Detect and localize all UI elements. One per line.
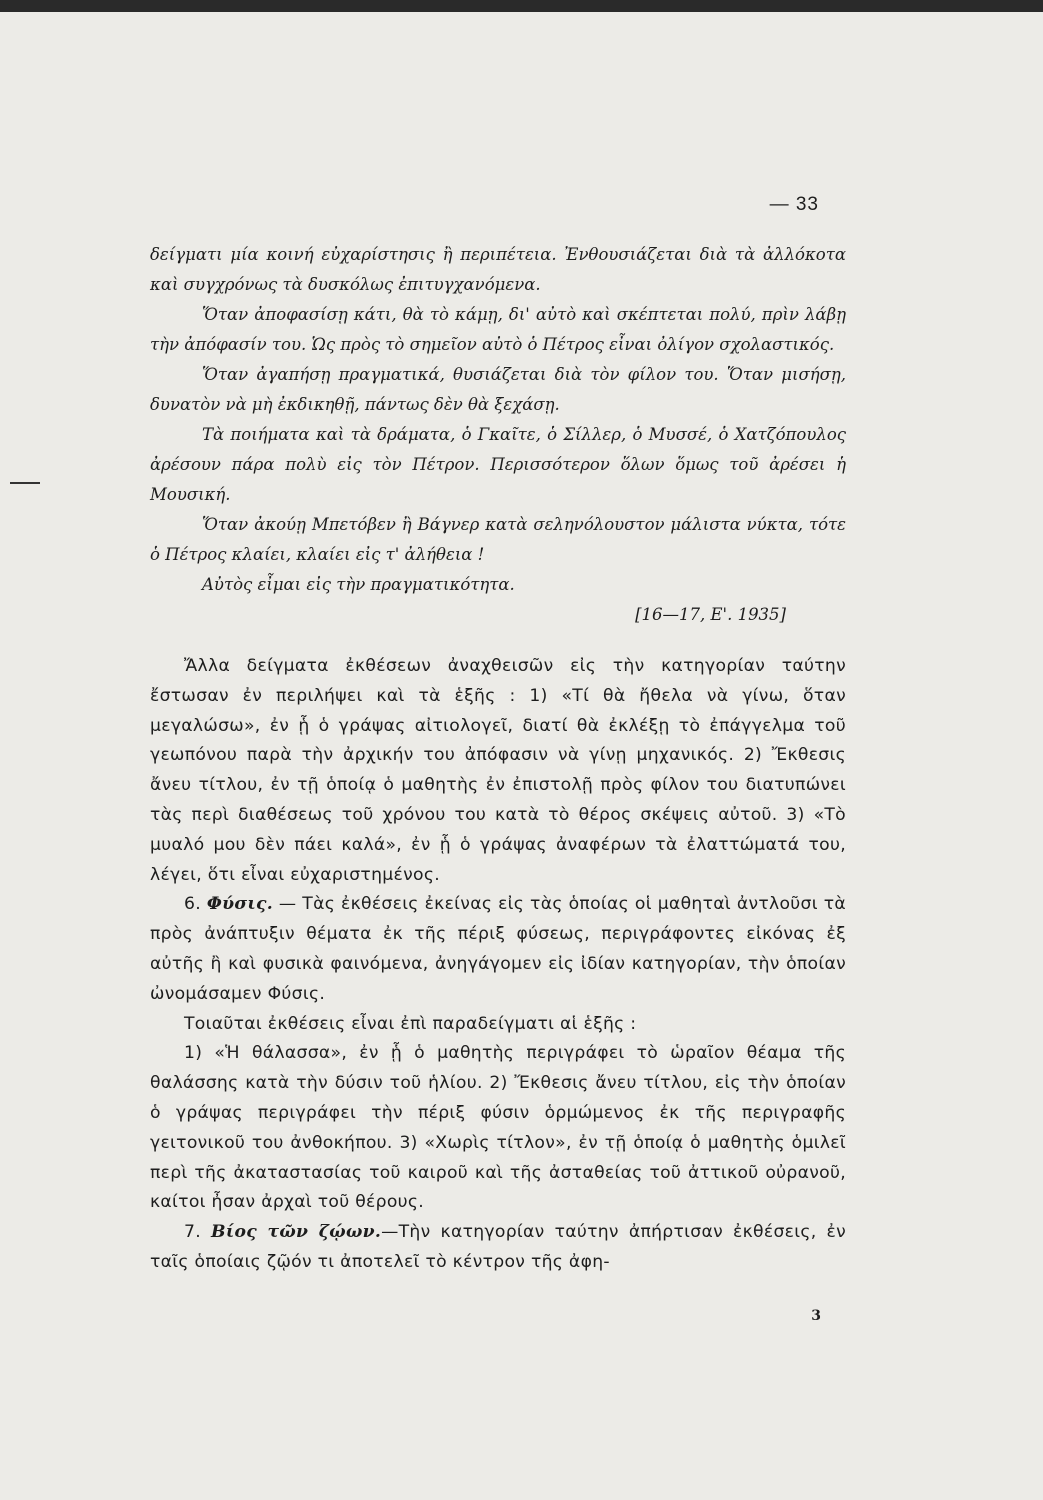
section-number: 6. bbox=[184, 894, 201, 915]
section-number: 7. bbox=[184, 1222, 201, 1243]
excerpt-citation: [16—17, Ε'. 1935] bbox=[635, 605, 786, 624]
excerpt-paragraph: Αὐτὸς εἶμαι εἰς τὴν πραγματικότητα. bbox=[202, 575, 515, 594]
quoted-essay-excerpt bbox=[150, 240, 846, 630]
section-text: —Τὴν κατηγορίαν ταύτην ἀπήρτισαν ἐκθέσεις, ἐν ταῖς ὁποίαις ζῷόν τι ἀποτελεῖ τὸ κέντρον τῆς ἀφη- bbox=[150, 1222, 846, 1272]
excerpt-paragraph: Ὅταν ἀποφασίσῃ κάτι, θὰ τὸ κάμῃ, δι' αὐτὸ καὶ σκέπτεται πολύ, πρὶν λάβῃ τὴν ἀπόφασίν του. Ὡς πρὸς τὸ σημεῖον αὐτὸ ὁ Πέτρος εἶναι ὀλίγον σχολαστικός. bbox=[150, 305, 846, 354]
body-paragraph: Τοιαῦται ἐκθέσεις εἶναι ἐπὶ παραδείγματι αἱ ἑξῆς : bbox=[184, 1013, 637, 1034]
body-paragraph: Ἄλλα δείγματα ἐκθέσεων ἀναχθεισῶν εἰς τὴν κατηγορίαν ταύτην ἔστωσαν ἐν περιλήψει καὶ τὰ ἑξῆς : 1) «Τί θὰ ἤθελα νὰ γίνω, ὅταν μεγαλώσω», ἐν ᾗ ὁ γράψας αἰτιολογεῖ, διατί θὰ ἐκλέξῃ τὸ ἐπάγγελμα τοῦ γεωπόνου παρὰ τὴν ἀρχικήν του ἀπόφασιν νὰ γίνῃ μηχανικός. 2) Ἔκθεσις ἄνευ τίτλου, ἐν τῇ ὁποίᾳ ὁ μαθητὴς ἐν ἐπιστολῇ πρὸς φίλον του διατυπώνει τὰς περὶ διαθέσεως τοῦ χρόνου του κατὰ τὸ θέρος σκέψεις αὐτοῦ. 3) «Τὸ μυαλό μου δὲν πάει καλά», ἐν ᾗ ὁ γράψας ἀναφέρων τὰ ἐλαττώματά του, λέγει, ὅτι εἶναι εὐχαριστημένος. bbox=[150, 656, 846, 885]
excerpt-paragraph: Ὅταν ἀκούῃ Μπετόβεν ἢ Βάγνερ κατὰ σεληνόλουστον μάλιστα νύκτα, τότε ὁ Πέτρος κλαίει, κλαίει εἰς τ' ἀλήθεια ! bbox=[150, 515, 846, 564]
excerpt-paragraph: δείγματι μία κοινή εὐχαρίστησις ἢ περιπέτεια. Ἐνθουσιάζεται διὰ τὰ ἀλλόκοτα καὶ συγχρόνως τὰ δυσκόλως ἐπιτυγχανόμενα. bbox=[150, 245, 846, 294]
section-6-paragraph bbox=[150, 890, 846, 1009]
page-top-edge bbox=[0, 0, 1043, 12]
excerpt-paragraph: Ὅταν ἀγαπήσῃ πραγματικά, θυσιάζεται διὰ τὸν φίλον του. Ὅταν μισήσῃ, δυνατὸν νὰ μὴ ἐκδικηθῇ, πάντως δὲν θὰ ξεχάσῃ. bbox=[150, 365, 846, 414]
margin-mark bbox=[10, 482, 40, 484]
body-paragraph: 1) «Ἡ θάλασσα», ἐν ᾗ ὁ μαθητὴς περιγράφει τὸ ὡραῖον θέαμα τῆς θαλάσσης κατὰ τὴν δύσιν τοῦ ἡλίου. 2) Ἔκθεσις ἄνευ τίτλου, εἰς τὴν ὁποίαν ὁ γράψας περιγράφει τὴν πέριξ φύσιν ὁρμώμενος ἐκ τῆς περιγραφῆς γειτονικοῦ του ἀνθοκήπου. 3) «Χωρὶς τίτλον», ἐν τῇ ὁποίᾳ ὁ μαθητὴς ὁμιλεῖ περὶ τῆς ἀκαταστασίας τοῦ καιροῦ καὶ τῆς ἀσταθείας τοῦ ἀττικοῦ οὐρανοῦ, καίτοι ἦσαν ἀρχαὶ τοῦ θέρους. bbox=[150, 1043, 846, 1213]
section-title: Βίος τῶν ζῴων. bbox=[211, 1222, 382, 1243]
section-7-paragraph bbox=[150, 1218, 846, 1278]
printer-signature-mark: 3 bbox=[811, 1308, 821, 1324]
section-title: Φύσις. bbox=[206, 894, 274, 915]
page-number: — 33 bbox=[769, 194, 819, 215]
body-text bbox=[150, 652, 846, 1278]
section-text: — Τὰς ἐκθέσεις ἐκείνας εἰς τὰς ὁποίας οἱ μαθηταὶ ἀντλοῦσι τὰ πρὸς ἀνάπτυξιν θέματα ἐκ τῆς πέριξ φύσεως, περιγράφοντες εἰκόνας ἐξ αὐτῆς ἢ καὶ φυσικὰ φαινόμενα, ἀνηγάγομεν εἰς ἰδίαν κατηγορίαν, τὴν ὁποίαν ὠνομάσαμεν Φύσις. bbox=[150, 894, 847, 1004]
excerpt-paragraph: Τὰ ποιήματα καὶ τὰ δράματα, ὁ Γκαῖτε, ὁ Σίλλερ, ὁ Μυσσέ, ὁ Χατζόπουλος ἀρέσουν πάρα πολὺ εἰς τὸν Πέτρον. Περισσότερον ὅλων ὅμως τοῦ ἀρέσει ἡ Μουσική. bbox=[150, 425, 846, 504]
